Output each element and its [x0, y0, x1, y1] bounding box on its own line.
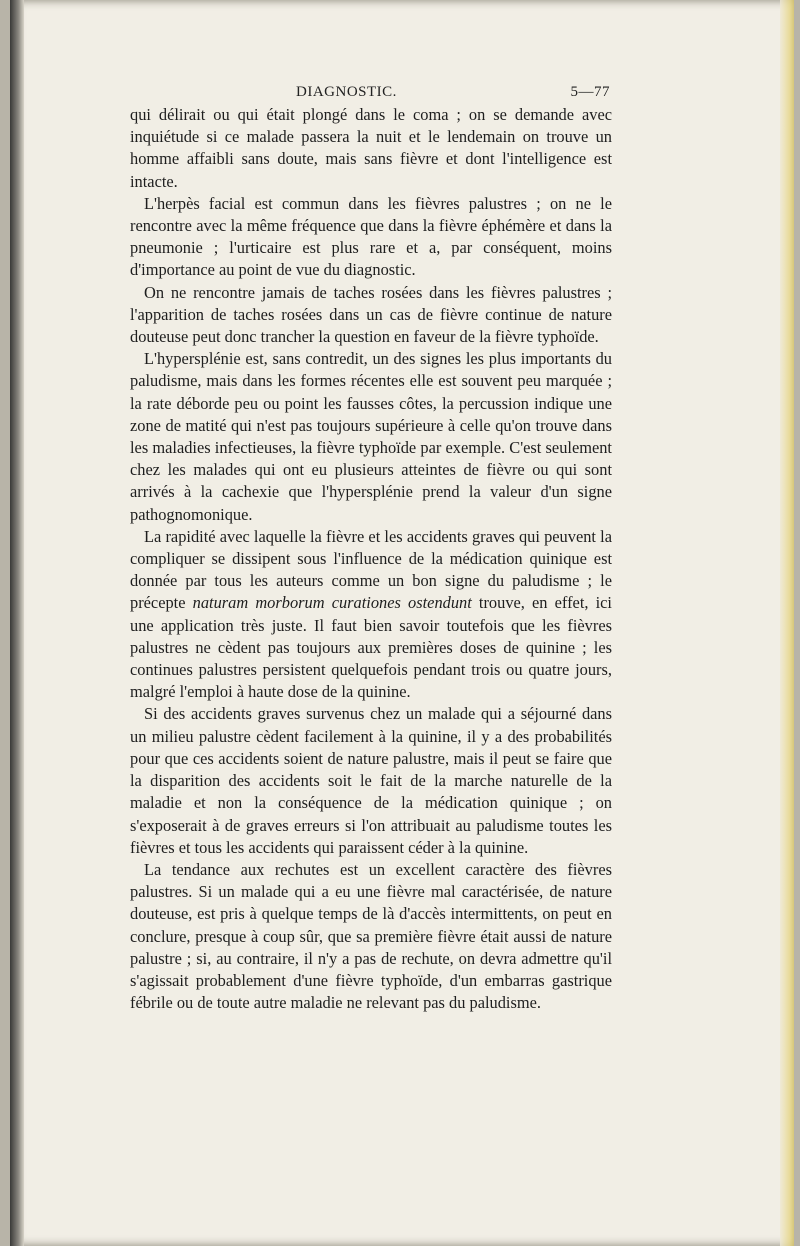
page-edge [780, 0, 794, 1246]
paragraph: L'hypersplénie est, sans contredit, un des signes les plus importants du paludisme, mais dans les formes récentes elle est souvent peu marquée ; la rate déborde peu ou point les fausses côtes, la percussion indique une zone de matité qui n'est pas toujours supérieure à celle qu'on trouve dans les maladies infectieuses, la fièvre typhoïde par exemple. C'est seulement chez les malades qui ont eu plusieurs atteintes de fièvre ou qui sont arrivés à la cachexie que l'hypersplénie prend la valeur d'un signe pathognomonique. [130, 349, 612, 524]
book-page [10, 0, 794, 1246]
paragraph-text: La rapidité avec laquelle la fièvre et les accidents graves qui peuvent la compliquer se dissipent sous l'influence de la médication quinique est donnée par tous les auteurs comme un bon signe du paludisme ; le précepte [130, 526, 612, 613]
page-header [140, 84, 610, 106]
paragraph: La tendance aux rechutes est un excellent caractère des fièvres palustres. Si un malade qui a eu une fièvre mal caractérisée, de nature douteuse, est pris à quelque temps de là d'accès intermittents, on peut en conclure, presque à coup sûr, que sa première fièvre était aussi de nature palustre ; si, au contraire, il n'y a pas de rechute, on devra admettre qu'il s'agissait probablement d'une fièvre typhoïde, d'un embarras gastrique fébrile ou de toute autre maladie ne relevant pas du paludisme. [130, 859, 612, 1013]
page-number: 5—77 [570, 84, 610, 100]
paragraph-text: trouve, en effet, ici une application très juste. Il faut bien savoir toutefois que les fièvres palustres ne cèdent pas toujours aux premières doses de quinine ; les continues palustres persistent quelquefois pendant trois ou quatre jours, malgré l'emploi à haute dose de la quinine. [130, 593, 612, 702]
book-spine-shadow [10, 0, 24, 1246]
body-text [130, 104, 612, 1014]
paragraph: On ne rencontre jamais de taches rosées dans les fièvres palustres ; l'apparition de taches rosées dans un cas de fièvre continue de nature douteuse peut donc trancher la question en faveur de la fièvre typhoïde. [130, 282, 612, 347]
paragraph: L'herpès facial est commun dans les fièvres palustres ; on ne le rencontre avec la même fréquence que dans la fièvre éphémère et dans la pneumonie ; l'urticaire est plus rare et a, par conséquent, moins d'importance au point de vue du diagnostic. [130, 193, 612, 280]
paragraph [130, 526, 612, 704]
latin-quote: naturam morborum curationes ostendunt [192, 593, 472, 613]
paragraph: Si des accidents graves survenus chez un malade qui a séjourné dans un milieu palustre cèdent facilement à la quinine, il y a des probabilités pour que ces accidents soient de nature palustre, mais il peut se faire que la disparition des accidents soit le fait de la marche naturelle de la maladie et non la conséquence de la médication quinique ; on s'exposerait à de graves erreurs si l'on attribuait au paludisme toutes les fièvres et tous les accidents qui paraissent céder à la quinine. [130, 704, 612, 857]
paragraph: qui délirait ou qui était plongé dans le coma ; on se demande avec inquiétude si ce malade passera la nuit et le lendemain on trouve un homme affaibli sans doute, mais sans fièvre et dont l'intelligence est intacte. [130, 105, 612, 191]
running-title: DIAGNOSTIC. [296, 84, 397, 100]
